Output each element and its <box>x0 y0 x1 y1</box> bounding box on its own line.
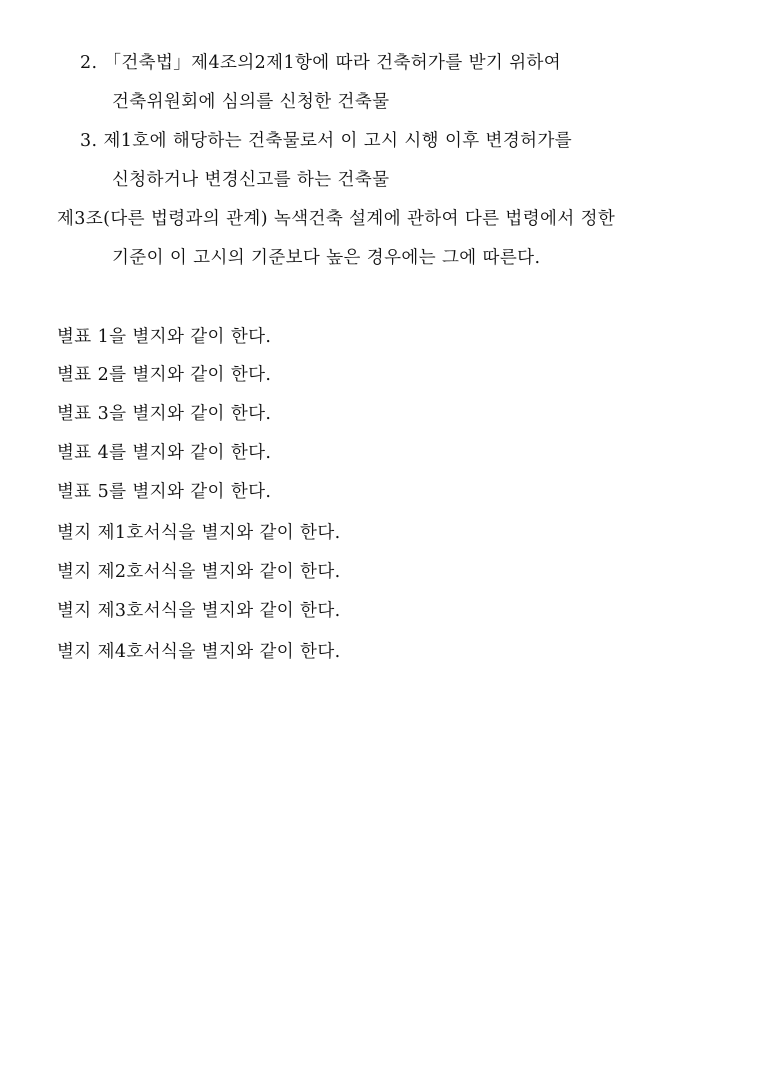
article-3-line-1: 제3조(다른 법령과의 관계) 녹색건축 설계에 관하여 다른 법령에서 정한 <box>57 209 616 229</box>
item-3-line-1: 3. 제1호에 해당하는 건축물로서 이 고시 시행 이후 변경허가를 <box>80 131 573 151</box>
item-2-line-2: 건축위원회에 심의를 신청한 건축물 <box>112 92 390 112</box>
appendix-table-2-note: 별표 2를 별지와 같이 한다. <box>57 365 272 385</box>
form-2-note: 별지 제2호서식을 별지와 같이 한다. <box>57 562 341 582</box>
item-2-line-1: 2. 「건축법」제4조의2제1항에 따라 건축허가를 받기 위하여 <box>80 53 562 73</box>
appendix-table-1-note: 별표 1을 별지와 같이 한다. <box>57 327 272 347</box>
item-3-line-2: 신청하거나 변경신고를 하는 건축물 <box>112 170 390 190</box>
form-1-note: 별지 제1호서식을 별지와 같이 한다. <box>57 523 341 543</box>
appendix-table-4-note: 별표 4를 별지와 같이 한다. <box>57 443 272 463</box>
article-3-line-2: 기준이 이 고시의 기준보다 높은 경우에는 그에 따른다. <box>112 248 541 268</box>
form-3-note: 별지 제3호서식을 별지와 같이 한다. <box>57 601 341 621</box>
form-4-note: 별지 제4호서식을 별지와 같이 한다. <box>57 642 341 662</box>
appendix-table-3-note: 별표 3을 별지와 같이 한다. <box>57 404 272 424</box>
appendix-table-5-note: 별표 5를 별지와 같이 한다. <box>57 482 272 502</box>
